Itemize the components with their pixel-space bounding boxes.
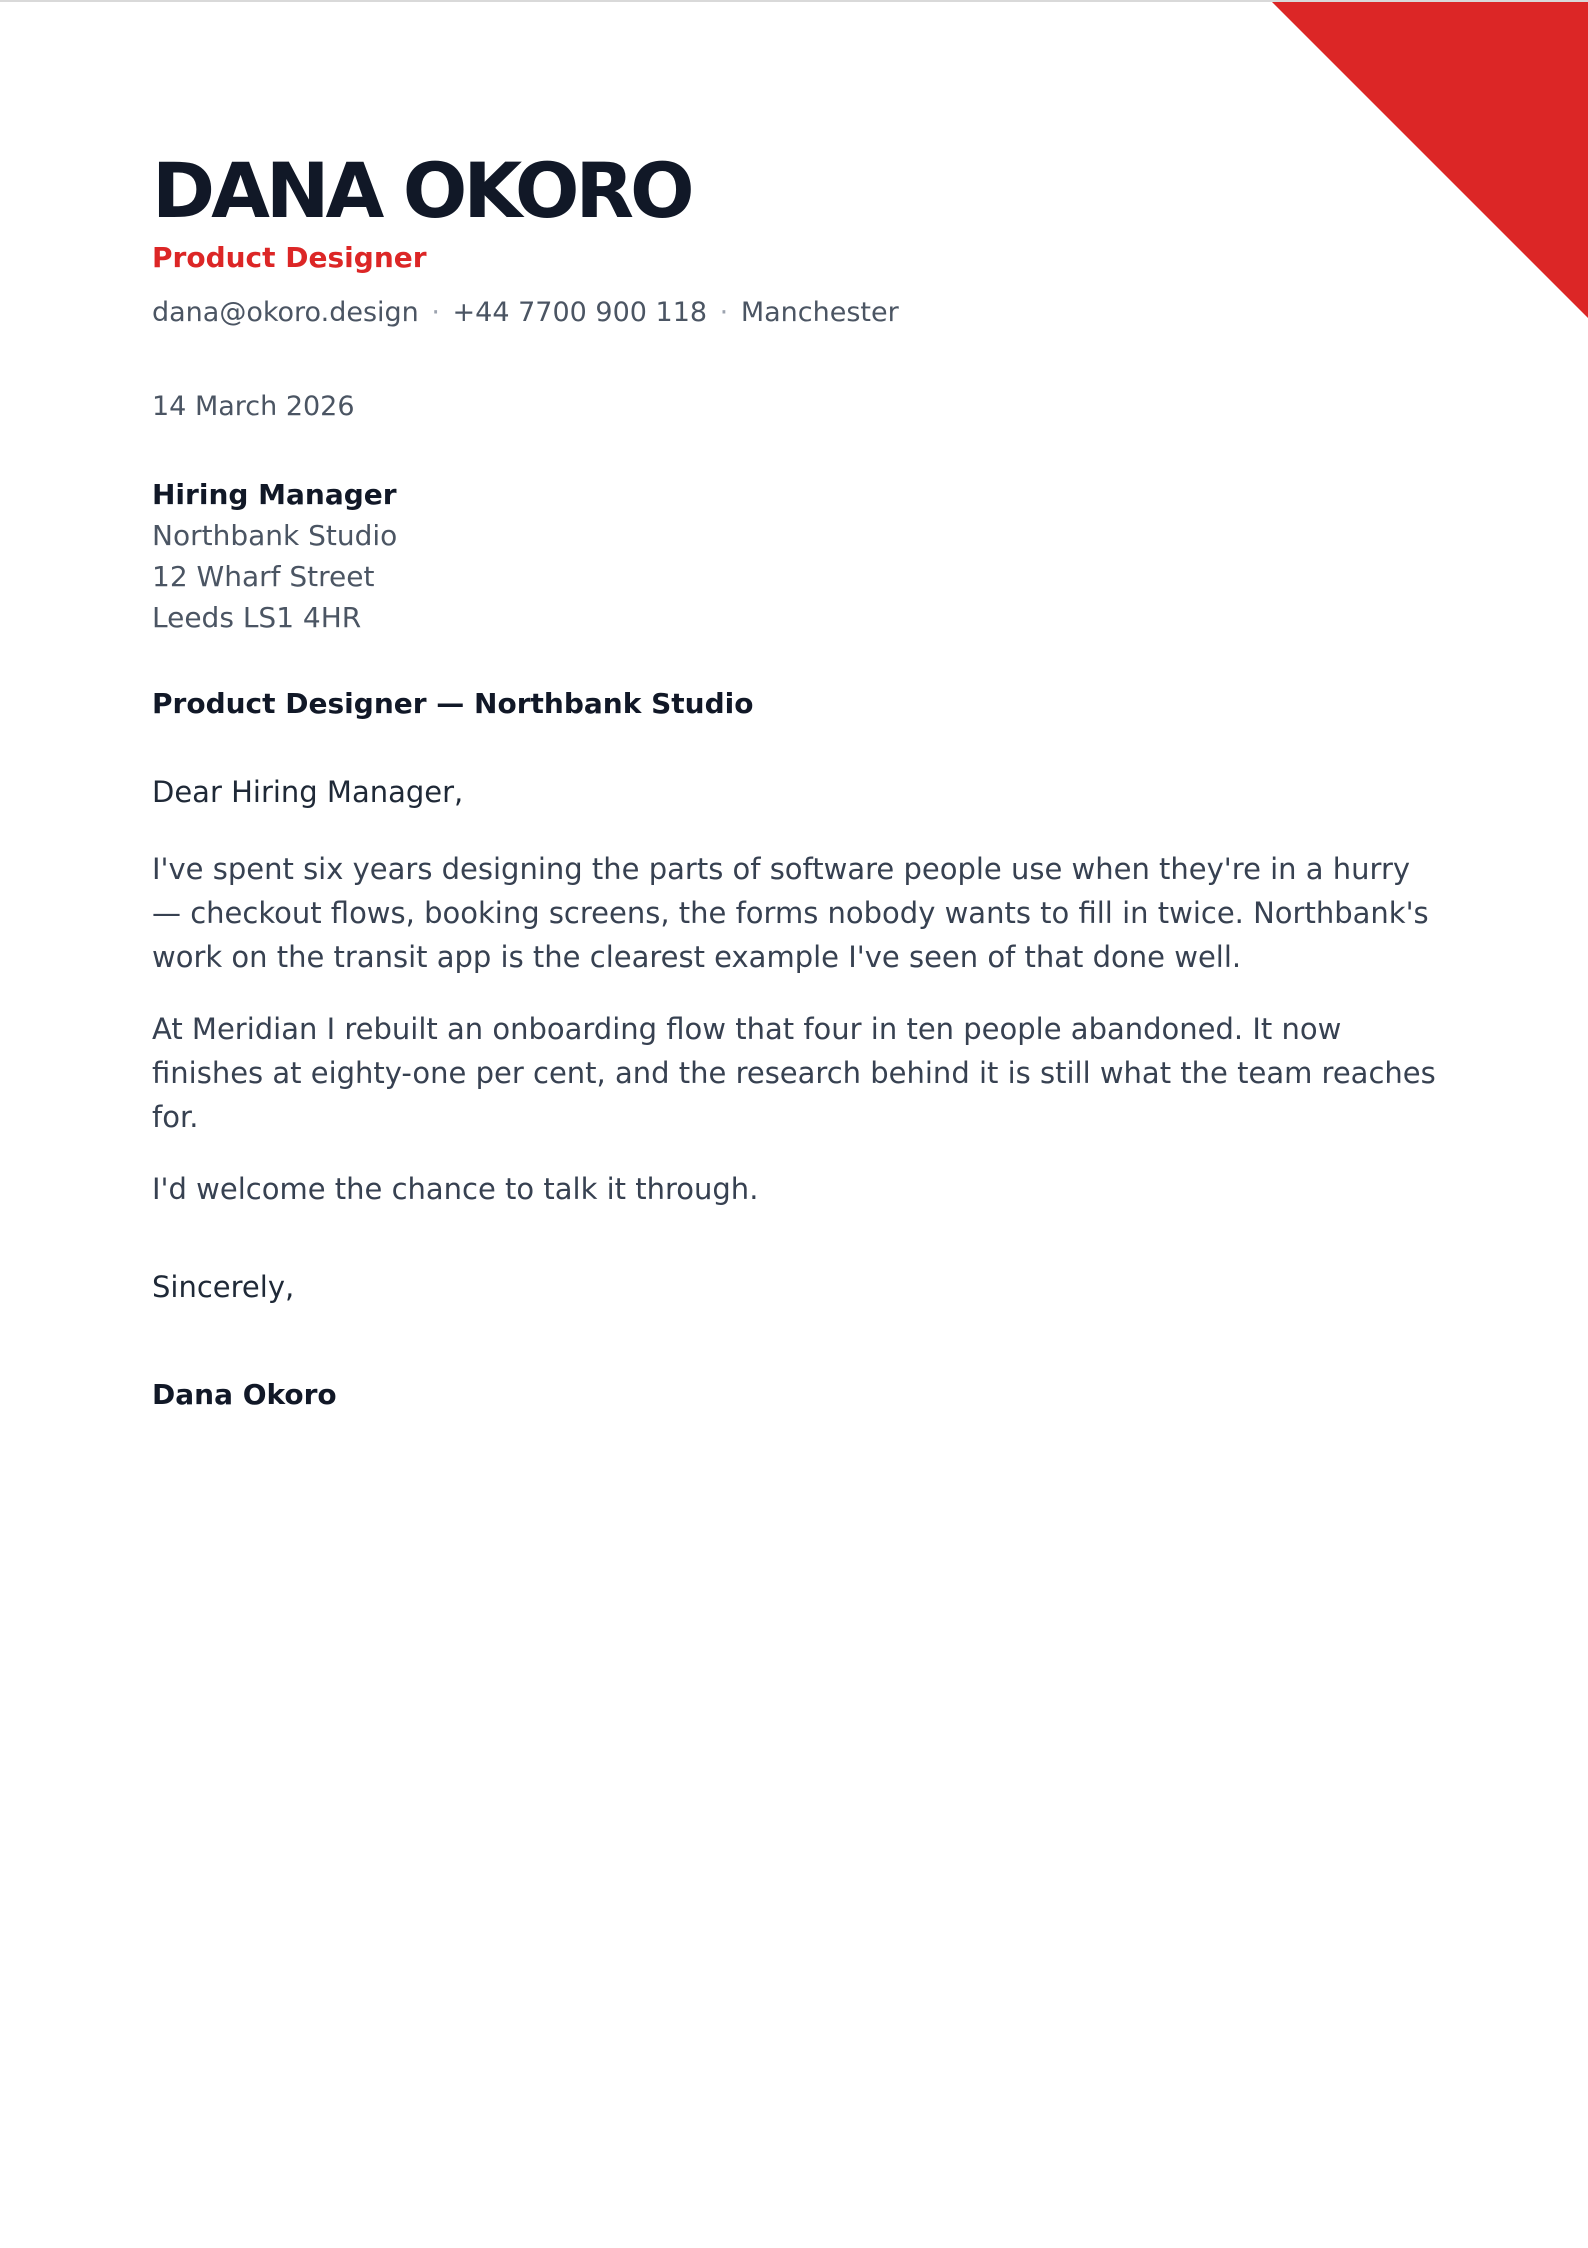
contact-separator: · xyxy=(431,297,440,328)
body-paragraph: I've spent six years designing the parts of software people use when they're in a hurry — checkout flows, booking screens, the forms nobody wants to fill in twice. Northbank's work on the transit app is the clearest example I've seen of that done well. xyxy=(152,852,1429,974)
letter-subject: Product Designer — Northbank Studio xyxy=(152,687,754,720)
body-paragraph: At Meridian I rebuilt an onboarding flow that four in ten people abandoned. It now finishes at eighty-one per cent, and the research behind it is still what the team reaches for. xyxy=(152,1012,1436,1134)
body-paragraph: I'd welcome the chance to talk it through. xyxy=(152,1172,759,1206)
signature-name: Dana Okoro xyxy=(152,1378,337,1411)
contact-separator: · xyxy=(719,297,729,328)
salutation: Dear Hiring Manager, xyxy=(152,775,464,809)
letter-date: 14 March 2026 xyxy=(152,391,355,422)
recipient-city: Leeds LS1 4HR xyxy=(152,601,362,634)
sender-name: DANA OKORO xyxy=(152,146,691,235)
corner-triangle-shape xyxy=(1272,2,1588,318)
sender-role: Product Designer xyxy=(152,241,427,274)
corner-triangle-decoration xyxy=(1272,2,1588,318)
contact-line xyxy=(152,293,899,333)
contact-location: Manchester xyxy=(740,297,899,328)
recipient-street: 12 Wharf Street xyxy=(152,560,375,593)
closing: Sincerely, xyxy=(152,1270,295,1304)
recipient-name: Hiring Manager xyxy=(152,478,397,511)
recipient-company: Northbank Studio xyxy=(152,519,398,552)
contact-phone: +44 7700 900 118 xyxy=(452,297,708,328)
letter-body xyxy=(152,847,1442,1239)
recipient-block xyxy=(152,474,397,638)
contact-email: dana@okoro.design xyxy=(152,297,419,328)
